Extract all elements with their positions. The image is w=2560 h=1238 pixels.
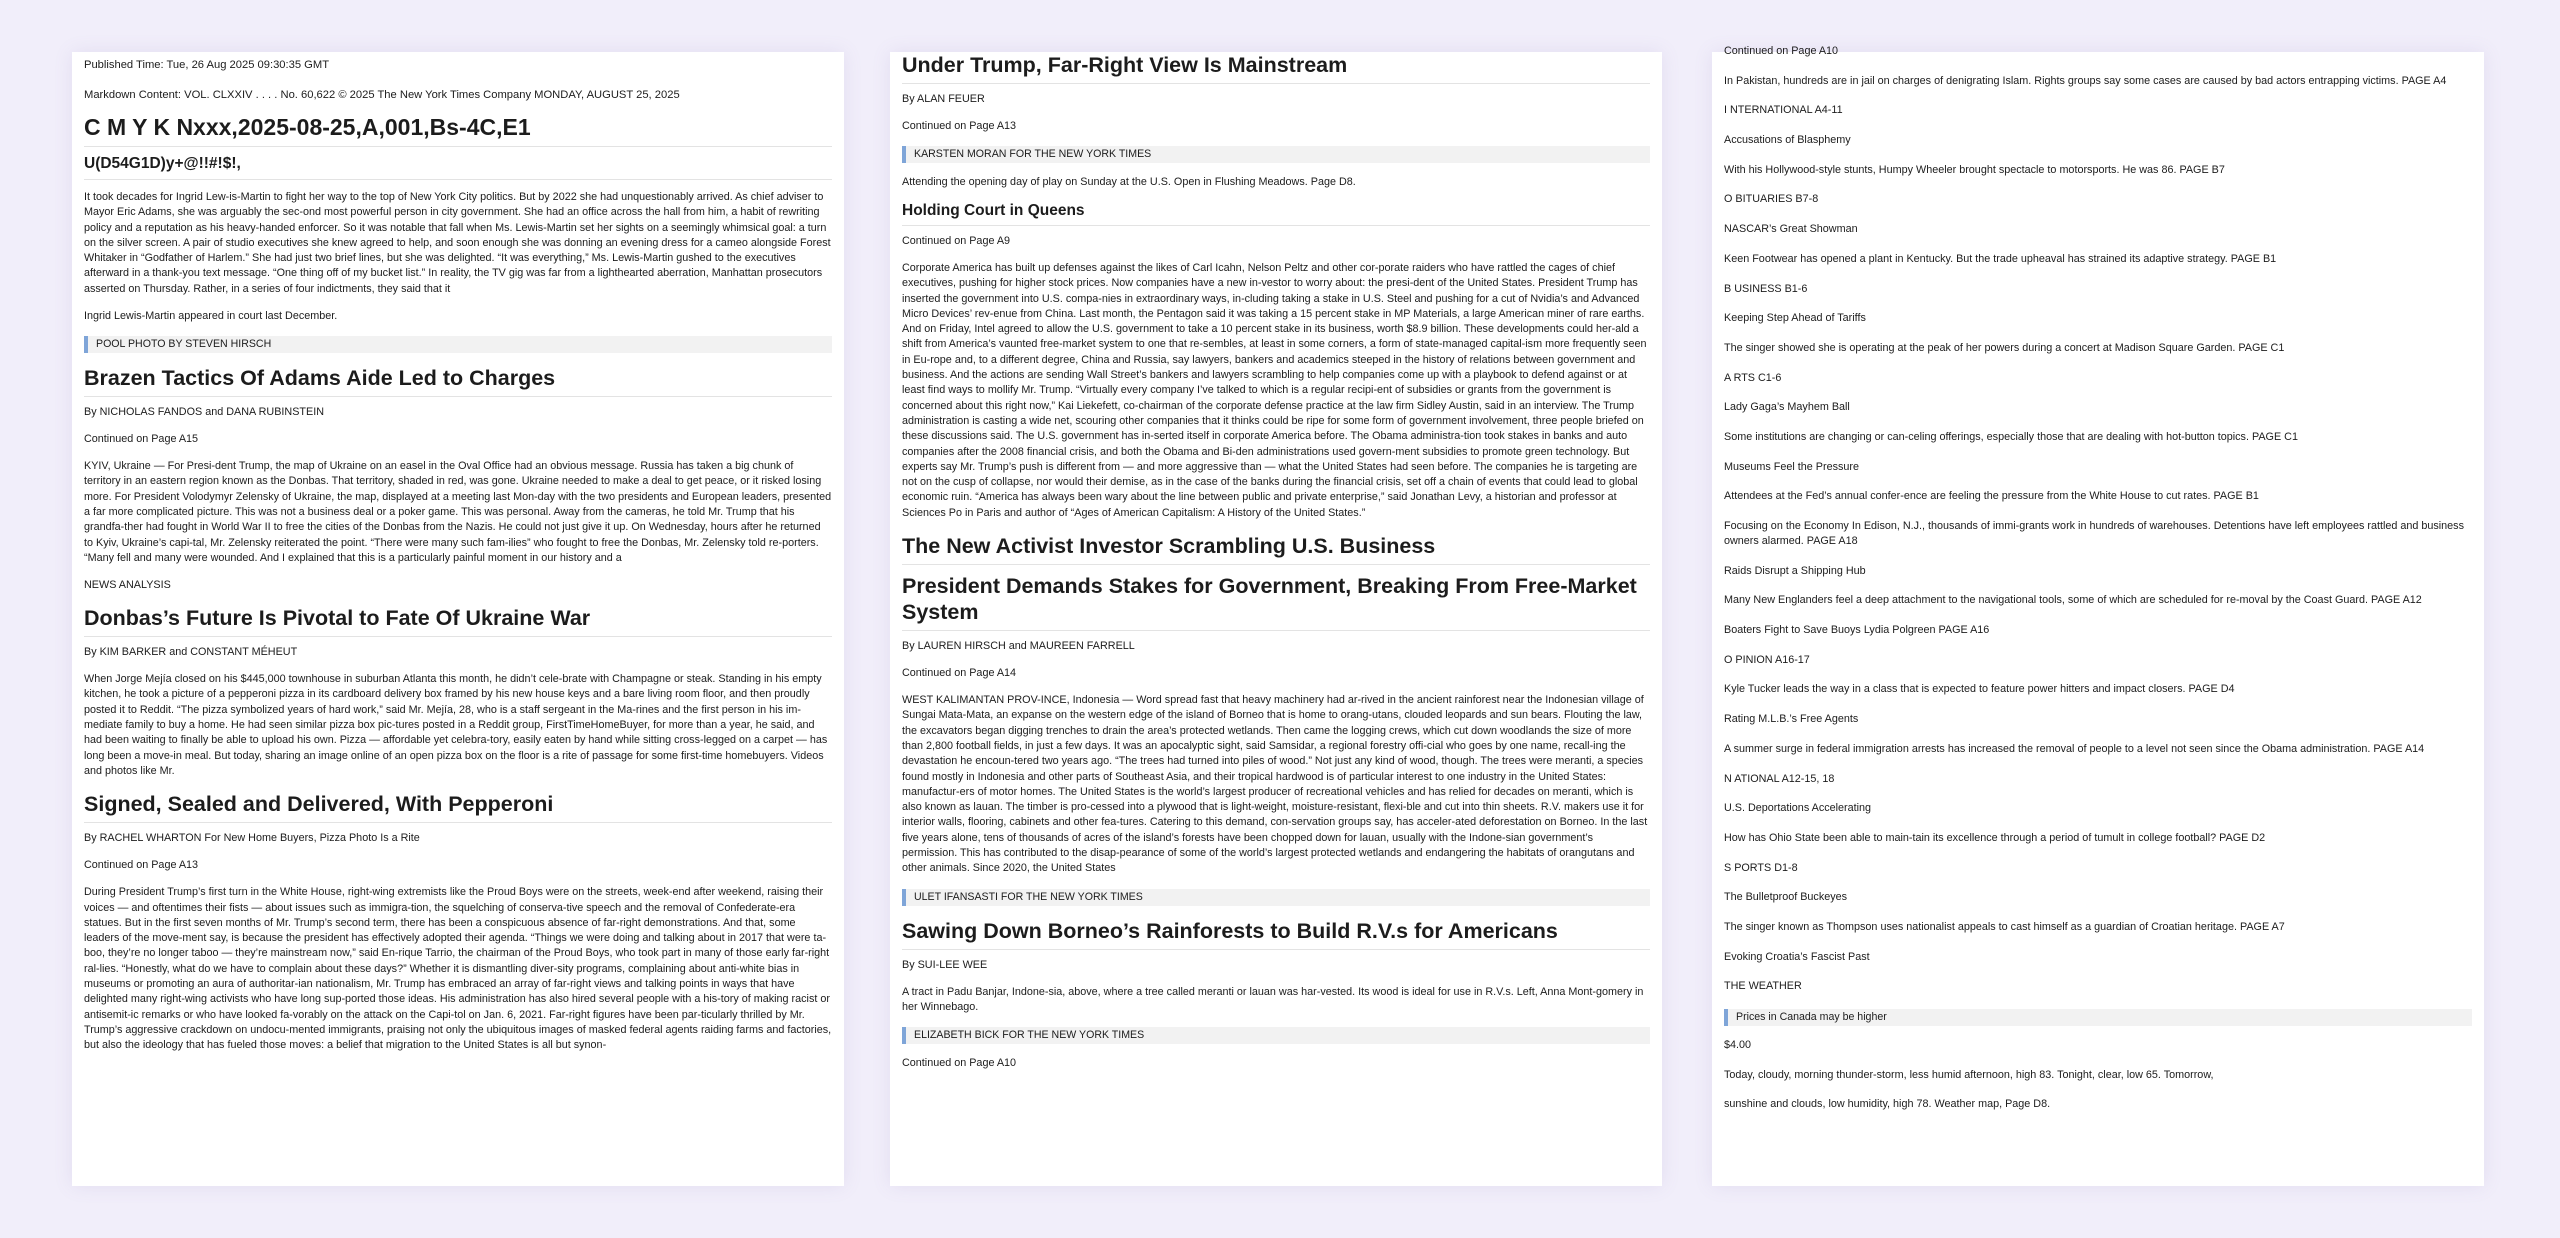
- photo-credit-karsten: KARSTEN MORAN FOR THE NEW YORK TIMES: [902, 146, 1650, 163]
- continued-trump: Continued on Page A13: [902, 120, 1017, 132]
- index-item: O BITUARIES B7-8: [1724, 193, 1819, 206]
- index-item: Continued on Page A10: [1724, 45, 1839, 57]
- headline-sawing: Sawing Down Borneo’s Rainforests to Build R.V.s for Americans: [902, 918, 1650, 950]
- index-item: The singer known as Thompson uses nationalist appeals to cast himself as a guardian of Croatian heritage. PAGE A7: [1724, 920, 2285, 933]
- index-item: Lady Gaga’s Mayhem Ball: [1724, 401, 1850, 414]
- weather-line-1: Today, cloudy, morning thunder-storm, less humid afternoon, high 83. Tonight, clear, low 65. Tomorrow,: [1724, 1068, 2214, 1081]
- photo-credit-bick: ELIZABETH BICK FOR THE NEW YORK TIMES: [902, 1027, 1650, 1044]
- document-page-3: [1712, 45, 2484, 1186]
- index-item: I NTERNATIONAL A4-11: [1724, 104, 1843, 117]
- index-list: [1724, 44, 2472, 1112]
- headline-queens: Holding Court in Queens: [902, 202, 1650, 226]
- index-item: Focusing on the Economy In Edison, N.J., thousands of immi-grants work in hundreds of warehouses. Detentions have left employees rattled and business owners alarmed. PAGE A18: [1724, 520, 2464, 547]
- index-item: U.S. Deportations Accelerating: [1724, 802, 1872, 815]
- byline-signed: By RACHEL WHARTON For New Home Buyers, Pizza Photo Is a Rite: [84, 832, 420, 845]
- document-page-1: [72, 52, 844, 1186]
- news-analysis-label: NEWS ANALYSIS: [84, 579, 171, 592]
- index-item: THE WEATHER: [1724, 980, 1802, 993]
- index-item: Raids Disrupt a Shipping Hub: [1724, 564, 1866, 577]
- continued-sawing: Continued on Page A10: [902, 1056, 1017, 1069]
- index-item: Kyle Tucker leads the way in a class that is expected to feature power hitters and impact closers. PAGE D4: [1724, 683, 2235, 696]
- index-item: The singer showed she is operating at the peak of her powers during a concert at Madison Square Garden. PAGE C1: [1724, 341, 2285, 354]
- published-time: Published Time: Tue, 26 Aug 2025 09:30:35 GMT: [84, 59, 330, 71]
- markdown-content: Markdown Content: VOL. CLXXIV . . . . No. 60,622 © 2025 The New York Times Company MONDAY, AUGUST 25, 2025: [84, 89, 680, 101]
- caption-tract: A tract in Padu Banjar, Indone-sia, above, where a tree called meranti or lauan was har-vested. Its wood is ideal for use in R.V.s. Left, Anna Mont-gomery in her Winnebago.: [902, 985, 1644, 1013]
- cmyk-heading: C M Y K Nxxx,2025-08-25,A,001,Bs-4C,E1: [84, 113, 832, 147]
- index-item: With his Hollywood-style stunts, Humpy Wheeler brought spectacle to motorsports. He was 86. PAGE B7: [1724, 163, 2225, 176]
- continued-signed: Continued on Page A13: [84, 859, 199, 872]
- index-item: N ATIONAL A12-15, 18: [1724, 772, 1835, 785]
- paragraph-kyiv: KYIV, Ukraine — For Presi-dent Trump, the map of Ukraine on an easel in the Oval Office had an obvious message. Russia has taken a big chunk of territory in an eastern region known as the Donbas. That territory, shaded in red, was gone. Ukraine needed to make a deal to get peace, or it risked losing more. For President Volodymyr Zelensky of Ukraine, the map, displayed at a meeting last Mon-day with the two presidents and European leaders, presented a far more complicated picture. This was not a business deal or a poker game. This was personal. Away from the cameras, he told Mr. Trump that his grandfa-ther had fought in World War II to free the cities of the Donbas from the Nazis. He could not just give it up. On Wednesday, hours after he returned to Kyiv, Ukraine’s capi-tal, Mr. Zelensky reiterated the point. “There were many such fam-ilies” who fought to free the Donbas, Mr. Zelensky told re-porters. “Many fell and many were wounded. And I explained that this is a particularly painful moment in our history and a: [84, 460, 832, 564]
- index-item: How has Ohio State been able to main-tain its excellence through a period of tumult in college football? PAGE D2: [1724, 831, 2266, 844]
- byline-sawing: By SUI-LEE WEE: [902, 958, 988, 971]
- headline-donbas: Donbas’s Future Is Pivotal to Fate Of Ukraine War: [84, 605, 832, 637]
- document-page-2: [890, 52, 1662, 1186]
- paragraph-borneo: WEST KALIMANTAN PROV-INCE, Indonesia — Word spread fast that heavy machinery had ar-rived in the ancient rainforest near the Indonesian village of Sungai Mata-Mata, an expanse on the western edge of the island of Borneo that is home to orang-utans, clouded leopards and sun bears. Flouting the law, the excavators began digging trenches to drain the area’s protected wetlands. Then came the logging crews, which cut down woodlands the size of more than 2,800 football fields, in just a few days. It was an apocalyptic sight, said Samsidar, a regional forestry offi-cial who goes by one name, recall-ing the devastation he encoun-tered two years ago. “The trees had turned into piles of wood.” Not just any kind of wood, though. The trees were meranti, a species found mostly in Indonesia and other parts of Southeast Asia, and their tropical hardwood is of particular interest to one industry in the United States: manufactur-ers of motor homes. The United States is the world’s largest producer of recreational vehicles and has relied for decades on meranti, which is also known as lauan. The timber is pro-cessed into a plywood that is light-weight, moisture-resistant, flexi-ble and cut into thin sheets. R.V. makers use it for interior walls, flooring, cabinets and other fea-tures. Catering to this demand, con-servation groups say, has acceler-ated deforestation on Borneo. In the last five years alone, tens of thousands of acres of the island’s forests have been chopped down for lauan, usually with the Indone-sian government’s permission. This has contributed to the disap-pearance of some of the world’s largest protected wetlands and endangering the habitats of orangutans and other animals. Since 2020, the United States: [902, 694, 1648, 875]
- index-item: Boaters Fight to Save Buoys Lydia Polgreen PAGE A16: [1724, 624, 1990, 637]
- byline-trump: By ALAN FEUER: [902, 93, 985, 105]
- paragraph-pizza: When Jorge Mejía closed on his $445,000 townhouse in suburban Atlanta this month, he didn’t cele-brate with Champagne or steak. Standing in his empty kitchen, he took a picture of a pepperoni pizza in its cardboard delivery box framed by his new house keys and a bare living room floor, and then proudly posted it to Reddit. “The pizza symbolized years of hard work,” said Mr. Mejía, 28, who is a staff sergeant in the Ma-rines and the first person in his im-mediate family to buy a home. He had seen similar pizza box pic-tures posted in a Reddit group, FirstTimeHomeBuyer, for more than a year, he said, and had been waiting to finally be able to upload his own. Pizza — affordable yet celebra-tory, easily eaten by hand while sitting cross-legged on a carpet — has long been a move-in meal. But today, sharing an image online of an open pizza box on the floor is a rite of passage for some first-time homebuyers. Videos and photos like Mr.: [84, 673, 828, 777]
- index-item: Keeping Step Ahead of Tariffs: [1724, 312, 1866, 325]
- index-item: Rating M.L.B.’s Free Agents: [1724, 713, 1859, 726]
- paragraph-far-right: During President Trump’s first turn in the White House, right-wing extremists like the Proud Boys were on the streets, week-end after weekend, raising their voices — and oftentimes their fists — about issues such as immigra-tion, the squelching of conserva-tive speech and the removal of Confederate-era statues. But in the first seven months of Mr. Trump’s second term, there has been a conspicuous absence of far-right demonstrations. And that, some leaders of the move-ment say, is because the president has effectively adopted their agenda. “Things we were doing and talking about in 2017 that were ta-boo, they’re no longer taboo — they’re mainstream now,” said En-rique Tarrio, the chairman of the Proud Boys, who took part in many of those early far-right ral-lies. “Honestly, what do we have to complain about these days?” Whether it is dismantling diver-sity programs, complaining about anti-white bias in museums or promoting an aura of authoritar-ian nationalism, Mr. Trump has embraced an array of far-right views and talking points in ways that have delighted many right-wing activists who have long sup-ported those ideas. His administration has also hired several people with a his-tory of making racist or antisemit-ic remarks or who have looked fa-vorably on the attack on the Capi-tol on Jan. 6, 2021. Far-right figures have been par-ticularly thrilled by Mr. Trump’s aggressive crackdown on undocu-mented immigrants, praising not only the ubiquitous images of masked federal agents raiding farms and factories, but also the ideology that has fueled those moves: a belief that migration to the United States is all but synon-: [84, 886, 832, 1052]
- index-item: O PINION A16-17: [1724, 653, 1810, 666]
- index-item: The Bulletproof Buckeyes: [1724, 891, 1848, 904]
- index-item: Evoking Croatia’s Fascist Past: [1724, 950, 1870, 963]
- index-item: Attendees at the Fed’s annual confer-ence are feeling the pressure from the White House to cut rates. PAGE B1: [1724, 490, 2259, 503]
- byline-donbas: By KIM BARKER and CONSTANT MÉHEUT: [84, 646, 298, 659]
- photo-credit-ulet: ULET IFANSASTI FOR THE NEW YORK TIMES: [902, 889, 1650, 906]
- index-item: A summer surge in federal immigration arrests has increased the removal of people to a level not seen since the Obama administration. PAGE A14: [1724, 742, 2425, 755]
- headline-signed: Signed, Sealed and Delivered, With Pepperoni: [84, 791, 832, 823]
- index-item: S PORTS D1-8: [1724, 861, 1798, 874]
- byline-brazen: By NICHOLAS FANDOS and DANA RUBINSTEIN: [84, 406, 324, 419]
- index-item: Many New Englanders feel a deep attachment to the navigational tools, some of which are scheduled for re-moval by the Coast Guard. PAGE A12: [1724, 594, 2422, 607]
- code-heading: U(D54G1D)y+@!!#!$!,: [84, 155, 832, 180]
- weather-line-2: sunshine and clouds, low humidity, high 78. Weather map, Page D8.: [1724, 1098, 2051, 1111]
- continued-queens: Continued on Page A9: [902, 235, 1011, 247]
- index-item: NASCAR’s Great Showman: [1724, 223, 1858, 236]
- continued-brazen: Continued on Page A15: [84, 433, 199, 446]
- index-item: In Pakistan, hundreds are in jail on charges of denigrating Islam. Rights groups say some cases are caused by bad actors entrapping victims. PAGE A4: [1724, 74, 2447, 87]
- price: $4.00: [1724, 1039, 1752, 1051]
- index-item: Accusations of Blasphemy: [1724, 134, 1851, 147]
- headline-brazen: Brazen Tactics Of Adams Aide Led to Charges: [84, 365, 832, 397]
- index-item: Museums Feel the Pressure: [1724, 460, 1860, 473]
- headline-trump: Under Trump, Far-Right View Is Mainstream: [902, 52, 1650, 84]
- byline-president: By LAUREN HIRSCH and MAUREEN FARRELL: [902, 640, 1135, 653]
- index-item: Some institutions are changing or can-celing offerings, especially those that are dealing with hot-button topics. PAGE C1: [1724, 430, 2298, 443]
- index-item: A RTS C1-6: [1724, 371, 1782, 384]
- continued-president: Continued on Page A14: [902, 667, 1017, 680]
- headline-president: President Demands Stakes for Government, Breaking From Free-Market System: [902, 573, 1650, 631]
- photo-credit: POOL PHOTO BY STEVEN HIRSCH: [84, 336, 832, 353]
- court-caption: Ingrid Lewis-Martin appeared in court last December.: [84, 310, 338, 323]
- caption-attending: Attending the opening day of play on Sunday at the U.S. Open in Flushing Meadows. Page D8.: [902, 176, 1356, 188]
- index-item: B USINESS B1-6: [1724, 282, 1808, 295]
- index-item: Keen Footwear has opened a plant in Kentucky. But the trade upheaval has strained its adaptive strategy. PAGE B1: [1724, 252, 2277, 265]
- paragraph-lewis-martin: It took decades for Ingrid Lew-is-Martin to fight her way to the top of New York City politics. But by 2022 she had unquestionably arrived. As chief adviser to Mayor Eric Adams, she was arguably the sec-ond most powerful person in city government. She had an office across the hall from him, a habit of rewriting policy and a reputation as his heavy-handed enforcer. So it was notable that fall when Ms. Lewis-Martin set her sights on a seemingly whimsical goal: a turn on the silver screen. A pair of studio executives she knew agreed to help, and soon enough she was donning an evening dress for a cameo alongside Forest Whitaker in “Godfather of Harlem.” She had just two brief lines, but she was delighted. “It was everything,” Ms. Lewis-Martin gushed to the executives afterward in a thank-you text message. “One thing off of my bucket list.” In reality, the TV gig was far from a lighthearted aberration, Manhattan prosecutors asserted on Thursday. Rather, in a series of four indictments, they said that it: [84, 191, 831, 295]
- paragraph-corporate: Corporate America has built up defenses against the likes of Carl Icahn, Nelson Peltz and other cor-porate raiders who have rattled the cages of chief executives, pushing for higher stock prices. Now companies have a new in-vestor to worry about: the presi-dent of the United States. President Trump has inserted the government into U.S. compa-nies in extraordinary ways, in-cluding taking a stake in U.S. Steel and pushing for a cut of Nvidia’s and Advanced Micro Devices’ rev-enue from China. Last month, the Pentagon said it was taking a 15 percent stake in MP Materials, a large American miner of rare earths. And on Friday, Intel agreed to allow the U.S. government to take a 10 percent stake in its business, worth $8.9 billion. These developments could her-ald a shift from America’s vaunted free-market system to one that re-sembles, at least in some corners, a form of state-managed capital-ism more frequently seen in Eu-rope and, to a different degree, China and Russia, say lawyers, bankers and academics steeped in the history of relations between government and business. And the actions are sending Wall Street’s bankers and lawyers scrambling to help companies come up with a playbook to defend against or at least find ways to mollify Mr. Trump. “Virtually every company I’ve talked to which is a regular recipi-ent of subsidies or grants from the government is concerned about this right now,” Kai Liekefett, co-chairman of the corporate defense practice at the law firm Sidley Austin, said in an interview. The Trump administration is casting a wide net, scouring other companies that it thinks could be ripe for some form of government involvement, three people briefed on these discussions said. The U.S. government has in-serted itself in corporate America before. The Obama administra-tion took stakes in banks and auto companies after the 2008 financial crisis, and both the Obama and Bi-den administrations used govern-ment subsidies to promote green technology. But experts say Mr. Trump’s push is different from — and more aggressive than — what the United States had seen before. The companies he is targeting are not on the cusp of collapse, nor would their demise, as in the case of the banks during the financial crisis, set off a chain of events that could lead to global economic ruin. “America has always been wary about the line between public and private enterprise,” said Jonathan Levy, a historian and professor at Sciences Po in Paris and author of “Ages of American Capitalism: A History of the United States.”: [902, 262, 1647, 519]
- price-note: Prices in Canada may be higher: [1724, 1009, 2472, 1026]
- headline-activist: The New Activist Investor Scrambling U.S. Business: [902, 533, 1650, 565]
